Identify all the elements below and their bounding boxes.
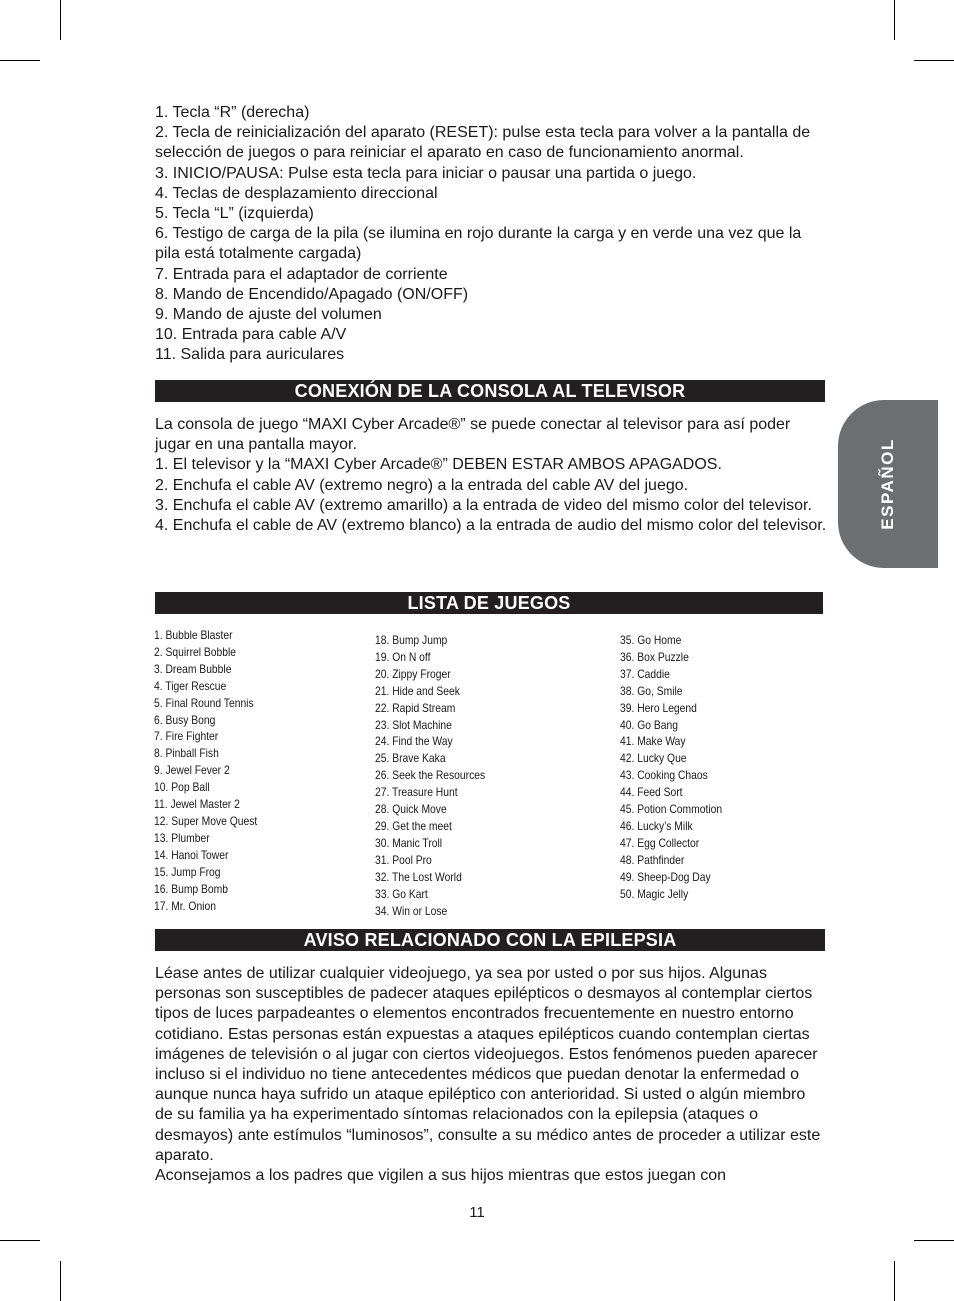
list-item: 42. Lucky Que bbox=[620, 751, 687, 766]
list-item: 46. Lucky’s Milk bbox=[620, 818, 693, 833]
section-heading-games: LISTA DE JUEGOS bbox=[155, 592, 823, 614]
list-item: 39. Hero Legend bbox=[620, 700, 697, 715]
list-item: 14. Hanoi Tower bbox=[154, 847, 229, 862]
section-heading-tv: CONEXIÓN DE LA CONSOLA AL TELEVISOR bbox=[155, 380, 825, 402]
list-item: 50. Magic Jelly bbox=[620, 886, 689, 901]
list-item: 35. Go Home bbox=[620, 633, 682, 647]
crop-mark bbox=[914, 1240, 954, 1241]
language-tab bbox=[838, 400, 938, 568]
list-item: 19. On N off bbox=[375, 649, 431, 664]
list-item: 11. Salida para auriculares bbox=[155, 346, 345, 364]
crop-mark bbox=[894, 1261, 895, 1301]
language-tab-label: ESPAÑOL bbox=[878, 438, 897, 530]
list-item: 45. Potion Commotion bbox=[620, 802, 723, 817]
list-item: 25. Brave Kaka bbox=[375, 751, 446, 766]
crop-mark bbox=[60, 1261, 61, 1301]
list-item: 2. Squirrel Bobble bbox=[154, 644, 237, 659]
list-item: 11. Jewel Master 2 bbox=[154, 797, 240, 812]
list-item: 2. Tecla de reinicialización del aparato (RESET): pulse esta tecla para volver a la pantalla de selección de juegos o para reiniciar el aparato en caso de funcionamiento anormal. bbox=[155, 124, 811, 162]
list-item: 5. Final Round Tennis bbox=[154, 695, 254, 710]
list-item: 1. Bubble Blaster bbox=[154, 628, 233, 642]
list-item: 6. Testigo de carga de la pila (se ilumina en rojo durante la carga y en verde una vez que la pila está totalmente cargada) bbox=[155, 225, 802, 263]
list-item: 1. El televisor y la “MAXI Cyber Arcade®” DEBEN ESTAR AMBOS APAGADOS. bbox=[155, 456, 722, 474]
list-item: 21. Hide and Seek bbox=[375, 683, 460, 698]
list-item: 9. Jewel Fever 2 bbox=[154, 763, 230, 778]
list-item: 15. Jump Frog bbox=[154, 864, 221, 879]
list-item: 23. Slot Machine bbox=[375, 717, 452, 732]
section-heading-epilepsy: AVISO RELACIONADO CON LA EPILEPSIA bbox=[155, 929, 825, 951]
tv-intro: La consola de juego “MAXI Cyber Arcade®” se puede conectar al televisor para así poder jugar en una pantalla mayor. bbox=[155, 416, 791, 454]
list-item: 38. Go, Smile bbox=[620, 683, 683, 698]
list-item: 37. Caddie bbox=[620, 666, 670, 681]
page-number: 11 bbox=[469, 1204, 485, 1221]
list-item: 49. Sheep-Dog Day bbox=[620, 869, 711, 884]
list-item: 31. Pool Pro bbox=[375, 852, 432, 867]
list-item: 17. Mr. Onion bbox=[154, 898, 216, 913]
epilepsy-paragraph: Léase antes de utilizar cualquier videojuego, ya sea por usted o por sus hijos. Algunas personas son susceptibles de padecer ataques epilépticos o desmayos al contemplar ciertos tipos de luces parpadeantes o elementos encontrados frecuentemente en nuestro entorno cotidiano. Estas personas están expuestas a ataques epilépticos cuando contemplan ciertas imágenes de televisión o al jugar con ciertos videojuegos. Estos fenómenos pueden aparecer incluso si el individuo no tiene antecedentes médicos que puedan denotar la enfermedad o aunque nunca haya sufrido un ataque epiléptico con anterioridad. Si usted o algún miembro de su familia ya ha experimentado síntomas relacionados con la epilepsia (ataques o desmayos) ante estímulos “luminosos”, consulte a su médico antes de proceder a utilizar este aparato. bbox=[155, 965, 821, 1164]
crop-mark bbox=[60, 0, 61, 40]
list-item: 30. Manic Troll bbox=[375, 835, 443, 850]
games-column-1 bbox=[154, 627, 274, 914]
list-item: 44. Feed Sort bbox=[620, 785, 683, 800]
list-item: 4. Enchufa el cable de AV (extremo blanco) a la entrada de audio del mismo color del televisor. bbox=[155, 517, 827, 535]
controls-list bbox=[155, 103, 827, 366]
list-item: 43. Cooking Chaos bbox=[620, 768, 708, 783]
crop-mark bbox=[0, 60, 40, 61]
crop-mark bbox=[0, 1240, 40, 1241]
list-item: 47. Egg Collector bbox=[620, 835, 700, 850]
list-item: 2. Enchufa el cable AV (extremo negro) a la entrada del cable AV del juego. bbox=[155, 476, 689, 494]
list-item: 34. Win or Lose bbox=[375, 903, 448, 918]
tv-section-body bbox=[155, 415, 827, 536]
list-item: 26. Seek the Resources bbox=[375, 768, 486, 783]
list-item: 8. Mando de Encendido/Apagado (ON/OFF) bbox=[155, 285, 469, 303]
list-item: 3. Dream Bubble bbox=[154, 661, 232, 676]
list-item: 3. Enchufa el cable AV (extremo amarillo) a la entrada de video del mismo color del televisor. bbox=[155, 496, 812, 514]
games-column-3 bbox=[620, 632, 739, 903]
epilepsy-paragraph: Aconsejamos a los padres que vigilen a sus hijos mientras que estos juegan con bbox=[155, 1167, 726, 1185]
list-item: 5. Tecla “L” (izquierda) bbox=[155, 205, 314, 223]
list-item: 22. Rapid Stream bbox=[375, 700, 456, 715]
epilepsy-body bbox=[155, 964, 827, 1186]
list-item: 36. Box Puzzle bbox=[620, 649, 689, 664]
list-item: 7. Fire Fighter bbox=[154, 729, 219, 744]
list-item: 24. Find the Way bbox=[375, 734, 453, 749]
list-item: 40. Go Bang bbox=[620, 717, 678, 732]
list-item: 7. Entrada para el adaptador de corriente bbox=[155, 265, 448, 283]
list-item: 18. Bump Jump bbox=[375, 633, 448, 647]
list-item: 41. Make Way bbox=[620, 734, 686, 749]
list-item: 10. Entrada para cable A/V bbox=[155, 326, 347, 344]
list-item: 9. Mando de ajuste del volumen bbox=[155, 306, 382, 324]
list-item: 4. Tiger Rescue bbox=[154, 678, 227, 693]
list-item: 33. Go Kart bbox=[375, 886, 428, 901]
list-item: 12. Super Move Quest bbox=[154, 813, 258, 828]
list-item: 20. Zippy Froger bbox=[375, 666, 451, 681]
list-item: 3. INICIO/PAUSA: Pulse esta tecla para iniciar o pausar una partida o juego. bbox=[155, 164, 697, 182]
list-item: 13. Plumber bbox=[154, 830, 210, 845]
games-column-2 bbox=[375, 632, 503, 919]
list-item: 32. The Lost World bbox=[375, 869, 462, 884]
list-item: 16. Bump Bomb bbox=[154, 881, 229, 896]
list-item: 29. Get the meet bbox=[375, 818, 452, 833]
list-item: 4. Teclas de desplazamiento direccional bbox=[155, 184, 438, 202]
crop-mark bbox=[914, 60, 954, 61]
list-item: 48. Pathfinder bbox=[620, 852, 685, 867]
crop-mark bbox=[894, 0, 895, 40]
list-item: 8. Pinball Fish bbox=[154, 746, 219, 761]
list-item: 10. Pop Ball bbox=[154, 780, 210, 795]
list-item: 1. Tecla “R” (derecha) bbox=[155, 104, 310, 121]
list-item: 27. Treasure Hunt bbox=[375, 785, 458, 800]
list-item: 28. Quick Move bbox=[375, 802, 447, 817]
list-item: 6. Busy Bong bbox=[154, 712, 216, 727]
